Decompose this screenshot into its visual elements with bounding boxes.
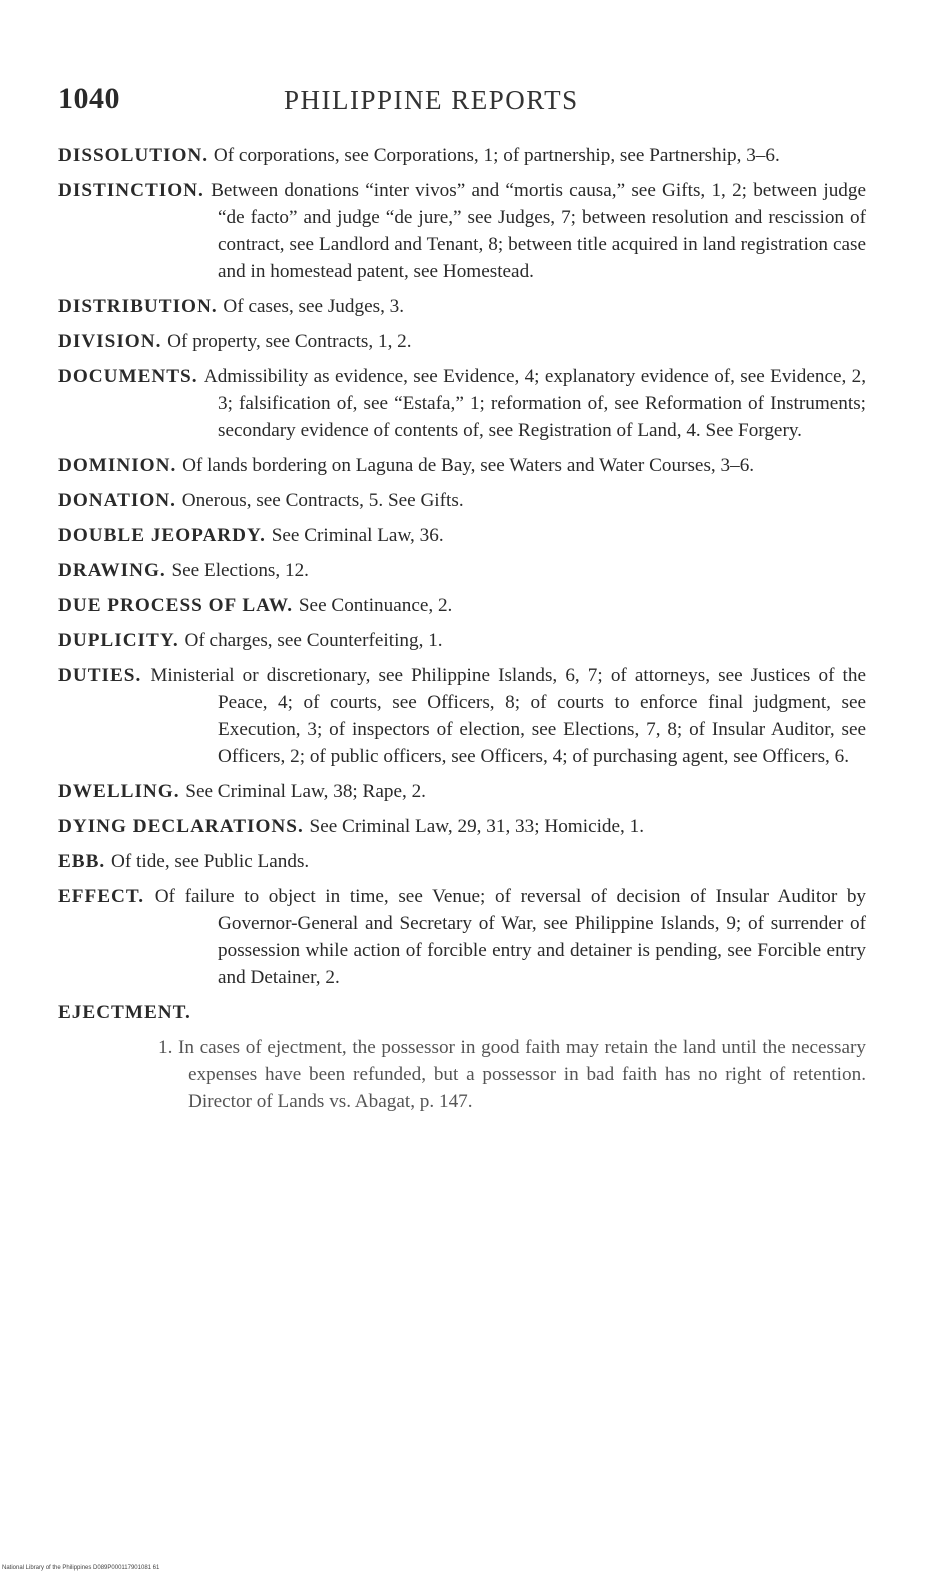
index-entry [58,452,866,479]
index-entry [58,813,866,840]
entry-headword: EBB . [58,851,111,872]
entry-headword: DONATION . [58,490,182,511]
entry-text: Admissibility as evidence, see Evidence, 4; explanatory evidence of, see Evidence, 2, 3; falsification of, see “Estafa,” 1; reformation of, see Reformation of Instruments; secondary evidence of contents of, see Registration of Land, 4. See Forgery. [203,366,867,441]
entry-headword: DRAWING . [58,560,171,581]
index-entry [58,662,866,770]
page-header [58,82,888,122]
entry-headword: DISTINCTION . [58,180,211,201]
index-entry [58,177,866,285]
entry-text: See Criminal Law, 38; Rape, 2. [185,781,426,802]
entry-text: See Elections, 12. [171,560,309,581]
index-entry [58,363,866,444]
entry-text: Of lands bordering on Laguna de Bay, see Waters and Water Courses, 3–6. [182,455,755,476]
entry-text: See Criminal Law, 36. [271,525,444,546]
index-entry [58,522,866,549]
page-number: 1040 [58,82,120,115]
index-entry [58,883,866,991]
entry-headword: DUE PROCESS OF LAW . [58,595,299,616]
entry-headword: DUTIES . [58,665,150,686]
index-entry [58,557,866,584]
ejectment-item: 1. In cases of ejectment, the possessor in good faith may retain the land until the necessary expenses have been refunded, but a possessor in bad faith has no right of retention. Director of Lands vs. Abagat, p. 147. [158,1037,866,1112]
index-entry [58,778,866,805]
entry-headword: DOCUMENTS . [58,366,204,387]
entry-headword: DIVISION . [58,331,167,352]
index-entry [58,627,866,654]
index-entry [58,592,866,619]
entry-text: See Criminal Law, 29, 31, 33; Homicide, 1. [309,816,645,837]
index-entry [58,142,866,169]
index-entry [58,848,866,875]
entry-text: Of property, see Contracts, 1, 2. [167,331,412,352]
entry-headword: DWELLING . [58,781,185,802]
index-entries [58,142,866,1115]
entry-text: Ministerial or discretionary, see Philippine Islands, 6, 7; of attorneys, see Justices of the Peace, 4; of courts, see Officers, 8; of courts to enforce final judgment, see Execution, 3; of inspectors of election, see Elections, 7, 8; of Insular Auditor, see Officers, 2; of public officers, see Officers, 4; of purchasing agent, see Officers, 6. [150,665,866,767]
entry-headword: DYING DECLARATIONS . [58,816,310,837]
entry-headword: EFFECT . [58,886,155,907]
index-entry [58,487,866,514]
entry-headword: DOMINION . [58,455,182,476]
scan-footer: National Library of the Philippines D089P000117901081 61 [2,1565,160,1571]
entry-headword: EJECTMENT . [58,1002,191,1023]
entry-text: Between donations “inter vivos” and “mortis causa,” see Gifts, 1, 2; between judge “de facto” and judge “de jure,” see Judges, 7; between resolution and rescission of contract, see Landlord and Tenant, 8; between title acquired in land registration case and in homestead patent, see Homestead. [211,180,866,282]
index-entry [58,999,866,1026]
running-title: PHILIPPINE REPORTS [284,85,579,115]
index-entry [58,293,866,320]
entry-text: Of failure to object in time, see Venue; of reversal of decision of Insular Auditor by Governor-General and Secretary of War, see Philippine Islands, 9; of surrender of possession while action of forcible entry and detainer is pending, see Forcible entry and Detainer, 2. [154,886,867,988]
entry-text: Of corporations, see Corporations, 1; of partnership, see Partnership, 3–6. [213,145,780,166]
entry-text: Of charges, see Counterfeiting, 1. [184,630,443,651]
entry-headword: DOUBLE JEOPARDY . [58,525,272,546]
entry-headword: DISTRIBUTION . [58,296,223,317]
entry-text: See Continuance, 2. [298,595,453,616]
entry-headword: DUPLICITY . [58,630,185,651]
entry-headword: DISSOLUTION . [58,145,214,166]
index-entry [58,328,866,355]
entry-text: Of cases, see Judges, 3. [223,296,405,317]
entry-text: Onerous, see Contracts, 5. See Gifts. [181,490,464,511]
entry-text: Of tide, see Public Lands. [111,851,310,872]
